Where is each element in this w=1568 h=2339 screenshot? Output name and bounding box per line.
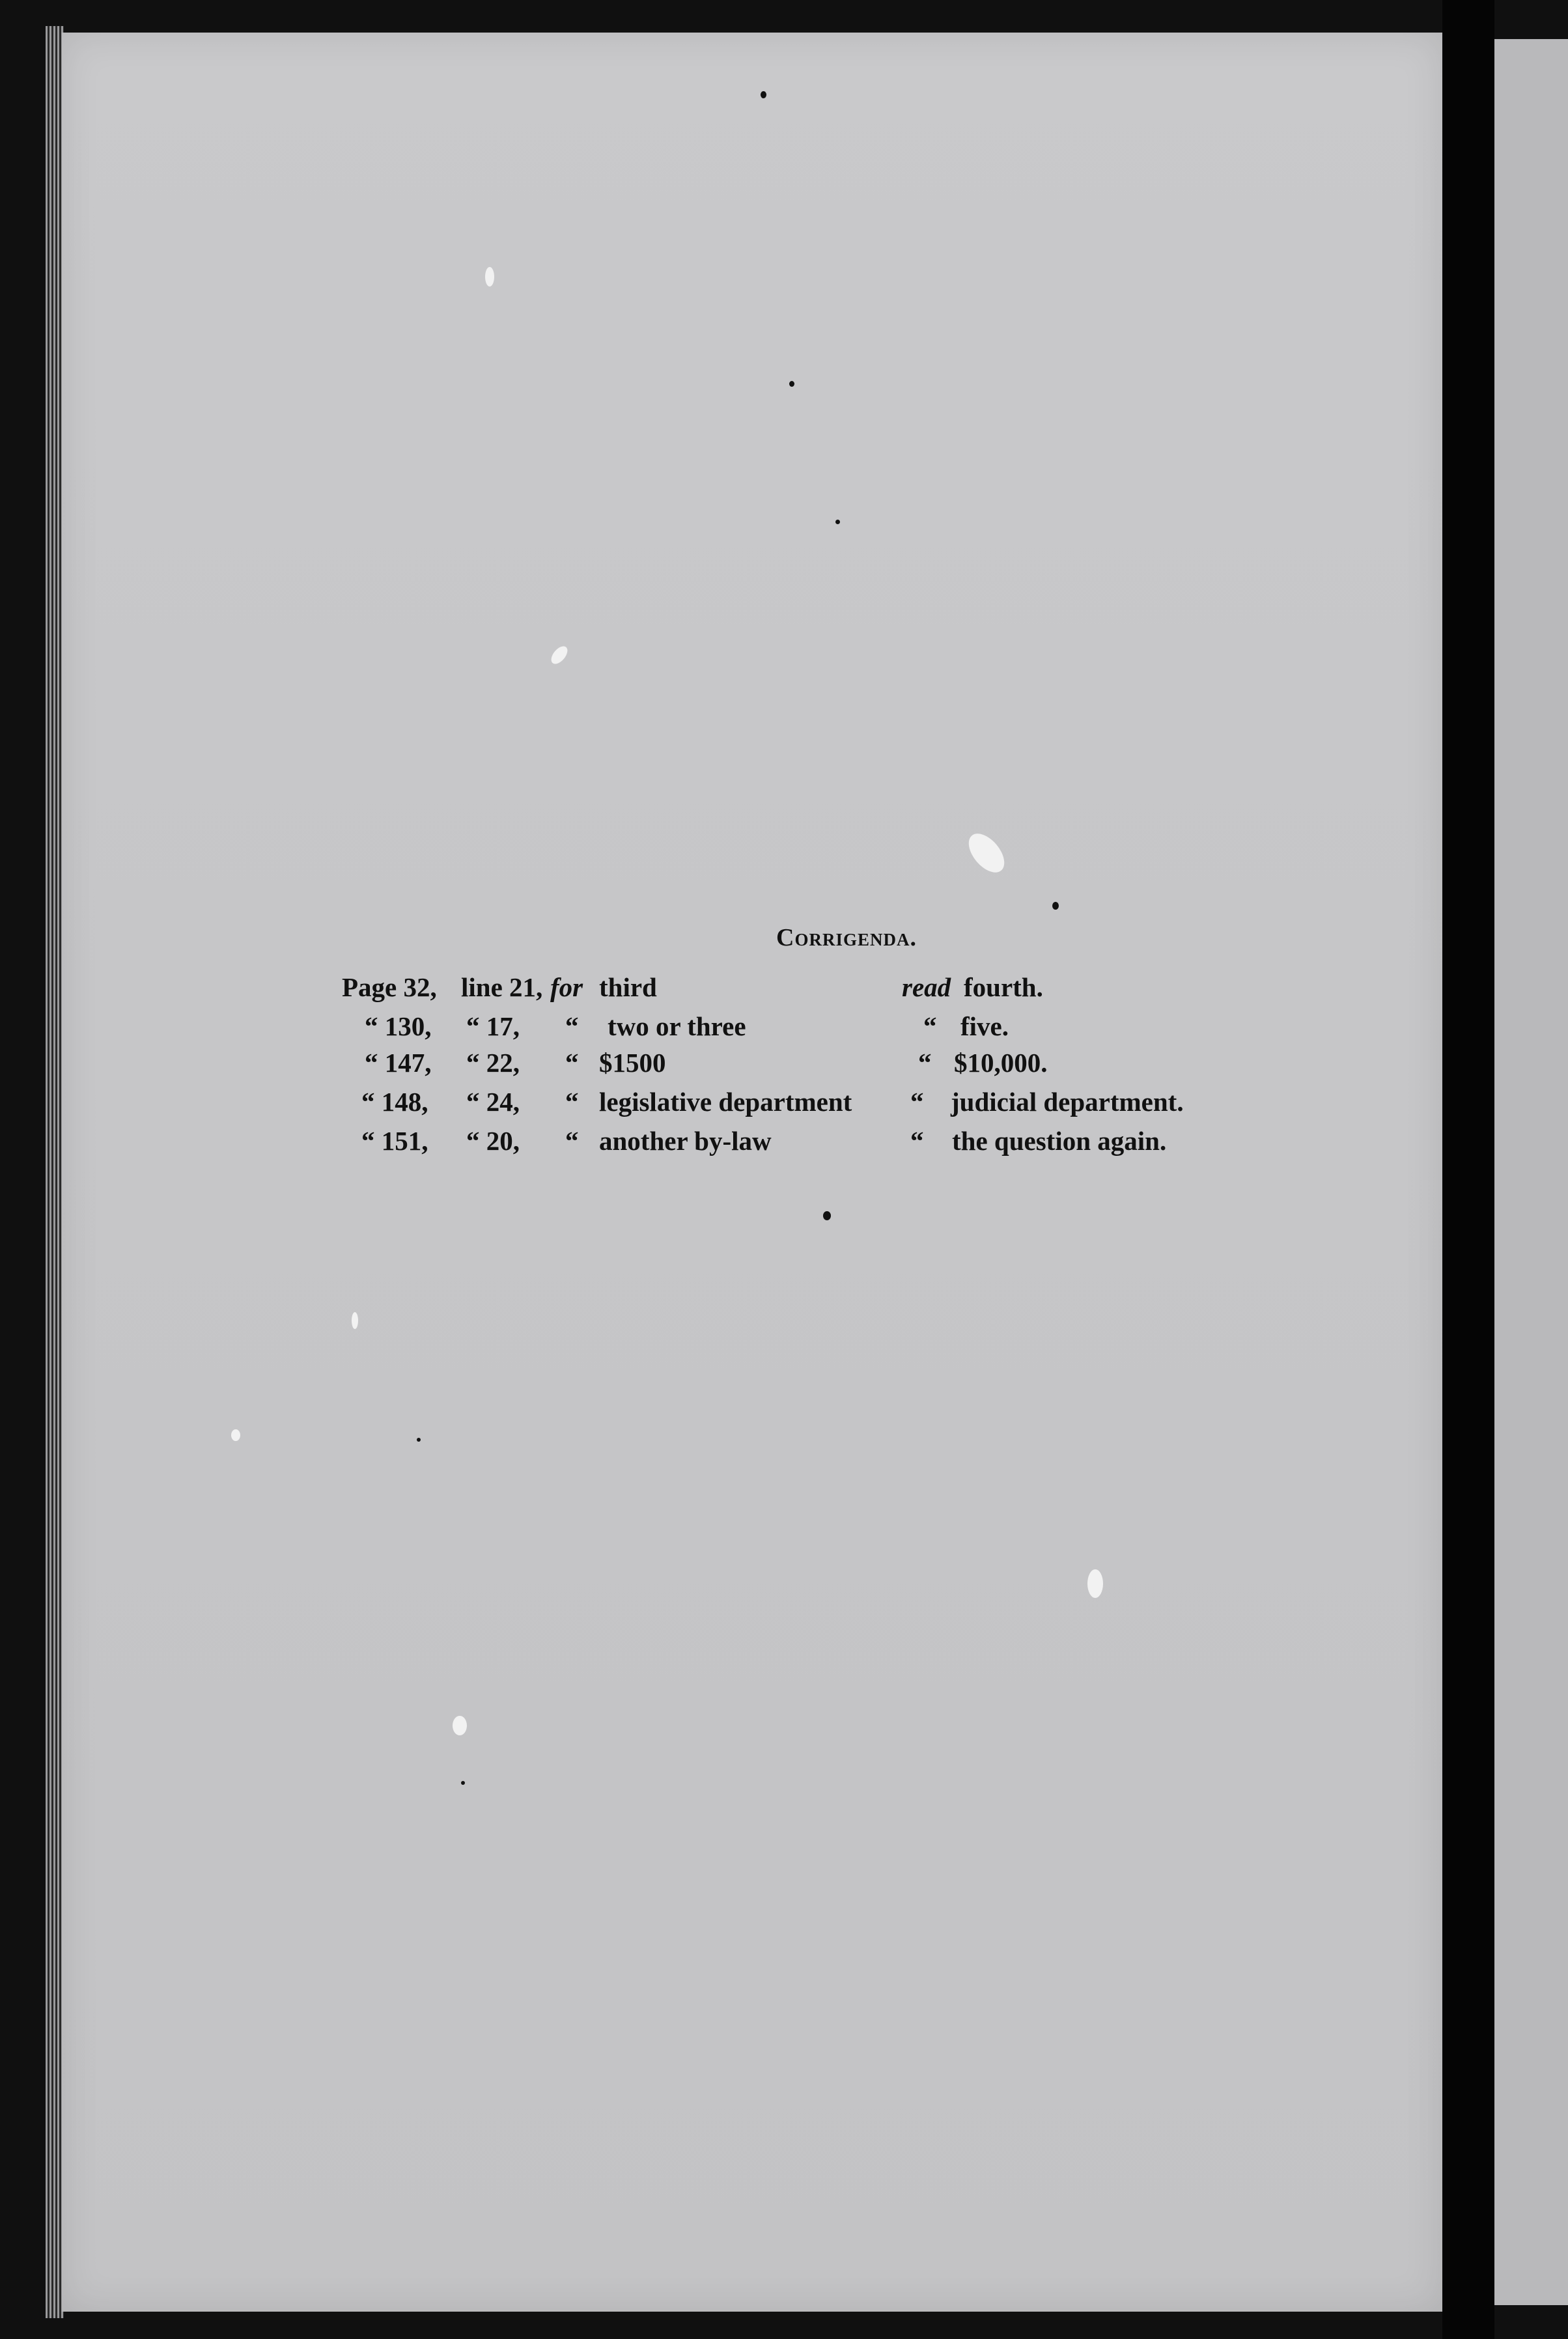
for-word: for	[550, 972, 583, 1002]
read-word: read	[902, 972, 951, 1002]
line-ref: “ 24,	[466, 1087, 520, 1117]
corrigenda-row	[0, 1086, 1438, 1123]
erroneous-text: legislative department	[599, 1087, 852, 1117]
corrected-text: $10,000.	[954, 1048, 1048, 1078]
erroneous-text: $1500	[599, 1048, 666, 1078]
page-ref: “ 148,	[361, 1087, 428, 1117]
page-ref: Page 32,	[342, 972, 437, 1002]
corrigenda-row	[0, 972, 1438, 1008]
ditto-mark: “	[565, 1126, 579, 1156]
corrigenda-heading: Corrigenda.	[776, 924, 917, 951]
ditto-mark: “	[565, 1048, 579, 1078]
page-ref: “ 147,	[365, 1048, 432, 1078]
ditto-mark: “	[923, 1011, 937, 1041]
line-ref: “ 22,	[466, 1048, 520, 1078]
corrected-text: the question again.	[952, 1126, 1167, 1156]
erroneous-text: third	[599, 972, 657, 1002]
corrected-text: five.	[960, 1011, 1009, 1041]
corrigenda-row	[0, 1125, 1438, 1162]
ditto-mark: “	[910, 1126, 924, 1156]
line-ref: “ 20,	[466, 1126, 520, 1156]
page-ref: “ 130,	[365, 1011, 432, 1041]
ditto-mark: “	[918, 1048, 932, 1078]
erroneous-text: another by-law	[599, 1126, 772, 1156]
line-ref: “ 17,	[466, 1011, 520, 1041]
corrigenda-row	[0, 1047, 1438, 1084]
erroneous-text: two or three	[608, 1011, 746, 1041]
page-ref: “ 151,	[361, 1126, 428, 1156]
ditto-mark: “	[565, 1011, 579, 1041]
corrigenda-row	[0, 1011, 1438, 1047]
ditto-mark: “	[910, 1087, 924, 1117]
line-ref: line 21,	[461, 972, 543, 1002]
ditto-mark: “	[565, 1087, 579, 1117]
corrected-text: fourth.	[964, 972, 1043, 1002]
corrected-text: judicial department.	[951, 1087, 1184, 1117]
